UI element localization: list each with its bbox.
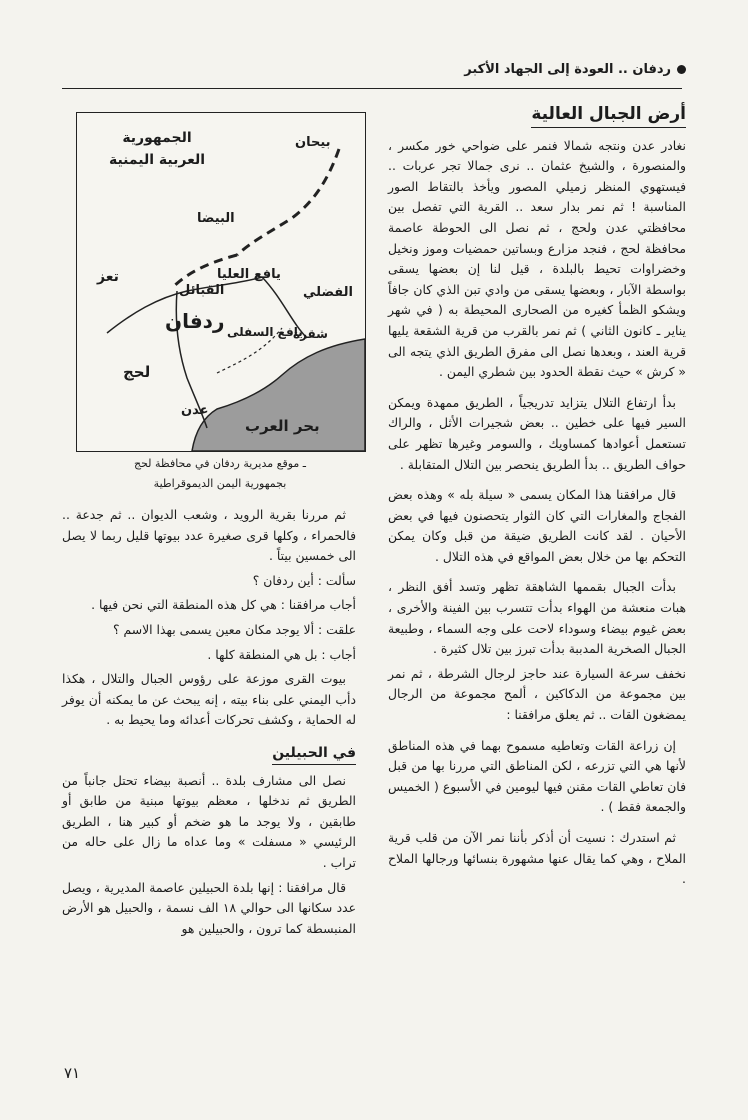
map-label-baihan: بيحان <box>295 135 331 150</box>
map-label-lahij: لحج <box>123 363 151 381</box>
map-label-baida: البيضا <box>197 211 235 226</box>
right-column <box>388 98 686 894</box>
map-figure <box>76 112 366 452</box>
page-number: ٧١ <box>64 1064 81 1082</box>
map-label-country: الجمهورية العربية اليمنية <box>108 130 206 168</box>
subsection-title: في الحبيلين <box>272 743 356 765</box>
paragraph: ثم استدرك : نسيت أن أذكر بأننا نمر الآن من قلب قرية الملاح ، وهي كما يقال عنها مشهورة بنسائها ورجالها الملاح . <box>388 830 686 887</box>
paragraph: قال مرافقنا هذا المكان يسمى « سيلة بله » وهذه بعض الفجاج والمغارات التي كان الثوار يتحصنون فيها في بعض الأحيان . لقد كانت الطريق ضيقة من قبل وكان يمكن التحكم بها من خلال بعض المواقع في هذه التلال . <box>388 487 686 564</box>
running-header <box>66 62 686 77</box>
paragraph: إن زراعة القات وتعاطيه مسموح بهما في هذه المناطق لأنها هي التي تزرعه ، لكن المناطق التي مررنا بها من قبل فان تعاطي القات مقنن فيها ليومين في الأسبوع ( الخميس والجمعة فقط ) . <box>388 737 686 815</box>
map-caption <box>76 454 364 494</box>
map-label-fadhli: الفضلي <box>303 285 353 300</box>
paragraph: سألت : أين ردفان ؟ <box>252 572 356 588</box>
header-divider <box>62 88 682 89</box>
map-label-sea: بحر العرب <box>245 417 320 435</box>
map-label-qabail: القبائل <box>179 283 225 298</box>
paragraph: قال مرافقنا : إنها بلدة الحبيلين عاصمة المديرية ، ويصل عدد سكانها الى حوالي ١٨ الف نسمة ، والحبيل هو الأرض المنبسطة كما ترون ، والحبيلين هو <box>62 879 356 936</box>
paragraph: علقت : ألا يوجد مكان معين يسمى بهذا الاسم ؟ <box>112 621 356 637</box>
paragraph: نخفف سرعة السيارة عند حاجز لرجال الشرطة ، ثم نمر بين مجموعة من الدكاكين ، ألمح مجموعة من الرجال يمضغون القات .. ثم يعلق مرافقنا : <box>388 665 686 723</box>
paragraph: بيوت القرى موزعة على رؤوس الجبال والتلال ، هكذا دأب اليمني على بناء بيته ، إنه يبحث عن ما يمكنه أن يوفر له الحماية ، وكشف تحركات أعدائه وما يحيط به . <box>62 671 356 728</box>
paragraph: أجاب مرافقنا : هي كل هذه المنطقة التي نحن فيها . <box>91 597 356 613</box>
left-column <box>62 505 356 943</box>
map-label-shuqra: شقرة <box>293 327 328 341</box>
running-title: ردفان .. العودة إلى الجهاد الأكبر <box>464 62 671 77</box>
map-caption-line: بجمهورية اليمن الديموقراطية <box>153 477 287 490</box>
map-label-yafa-lower: يافع السفلى <box>227 325 303 339</box>
paragraph: نصل الى مشارف بلدة .. أنصبة بيضاء تحتل جانباً من الطريق ثم ندخلها ، معظم بيوتها مبنية من طابق أو طابقين ، ولا يوجد ما هو ضخم أو كبير هنا ، الطريق الرئيسي « مسفلت » وما عداه ما زال على حاله من تراب . <box>62 772 356 870</box>
map-label-yafa-upper: يافع العليا <box>217 267 281 282</box>
bullet-icon <box>677 65 686 74</box>
map-caption-line: ـ موقع مديرية ردفان في محافظة لحج <box>133 457 307 470</box>
map-label-taiz: تعز <box>97 269 119 285</box>
paragraph: نغادر عدن ونتجه شمالا فنمر على ضواحي خور مكسر ، والمنصورة ، والشيخ عثمان .. نرى جمالا تجر عربات .. فيستهوي المنظر زميلي المصور ويأخذ بالتقاط الصور المناسبة ! ثم نمر بدار سعد .. القرية التي تفصل بين محافظتي عدن ولحج ، ثم نصل الى الحوطة عاصمة محافظة لحج ، فنجد مزارع وبساتين حمضيات وموز ونخيل وخضراوات تحيط بالبلدة ، قيل لنا إن بعضها يسقى بواسطة الآبار ، وبعضها يسقى من وادي تبن الذي كان جافاً ويشكو الظمأ كغيره من الصحارى المحيطة به ( في شهر يناير ـ كانون الثاني ) ثم نمر بالقرب من قرية الشقعة يليها قرية العند ، وبعدها نصل الى مفرق الطريق الذي يتجه الى « كرش » حيث نقطة الحدود بين شطري اليمن . <box>388 137 686 380</box>
paragraph: ثم مررنا بقرية الرويد ، وشعب الديوان .. ثم جدعة .. فالحمراء ، وكلها قرى صغيرة عدد بيوتها قليل ربما لا يصل الى خمسين بيتاً . <box>62 507 356 564</box>
paragraph: بدأ ارتفاع التلال يتزايد تدريجياً ، الطريق ممهدة ويمكن السير فيها على خطين .. بعض شجيرات الأثل ، والراك تستعمل أعوادها كمساويك ، والسومر وغيرها تظهر على حواف الطريق .. بدأ الطريق ينحصر بين التلال المتقابلة . <box>388 394 686 472</box>
section-title: أرض الجبال العالية <box>531 104 686 128</box>
map-label-aden: عدن <box>181 403 209 418</box>
paragraph: بدأت الجبال بقممها الشاهقة تظهر وتسد أفق النظر ، هبات منعشة من الهواء بدأت تتسرب بين الفينة والأخرى ، بعض غيوم بيضاء وسوداء لاحت على وجه السماء ، وطبيعة الجبال الصخرية المدببة بدأت تبرز بين تلال كثيرة . <box>388 579 686 657</box>
border-line <box>237 149 339 255</box>
paragraph: أجاب : بل هي المنطقة كلها . <box>207 646 356 662</box>
map-label-radfan: ردفان <box>165 309 225 333</box>
